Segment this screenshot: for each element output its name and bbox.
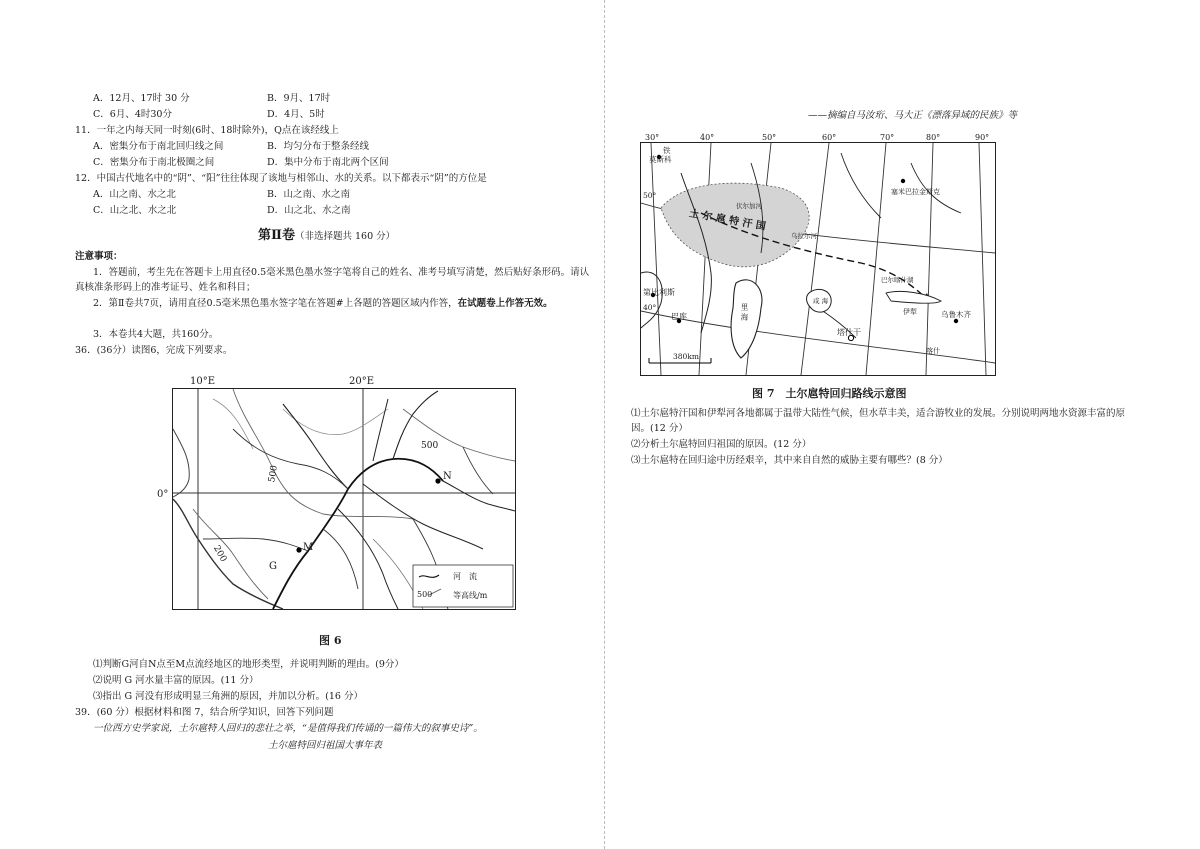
map7-drawing: [641, 143, 995, 375]
map7-lon-30: 30°: [645, 133, 660, 142]
map7-moscow: 莫斯科: [649, 155, 672, 164]
q39-sub-1: ⑴土尔扈特汗国和伊犁河各地都属于温带大陆性气候，但水草丰美，适合游牧业的发展。分别说明两地水资源丰富的原因。(12 分）: [631, 408, 1126, 434]
map6-river-g: G: [269, 561, 277, 572]
q39-sub-2: ⑵分析土尔扈特回归祖国的原因。(12 分）: [631, 439, 812, 450]
q12-stem: 12．中国古代地名中的“阴”、“阳”往往体现了该地与相邻山、水的关系。以下都表示“阴”的方位是: [75, 173, 487, 184]
part2-title-text: 第Ⅱ卷: [258, 228, 295, 243]
map6-legend-contour-value: 500: [417, 590, 433, 599]
q36-sub-3: ⑶指出 G 河没有形成明显三角洲的原因，并加以分析。(16 分）: [93, 691, 363, 702]
q39-quote: 一位西方史学家说，土尔扈特人回归的悲壮之举，“是值得我们传诵的一篇伟大的叙事史诗”。: [93, 723, 483, 734]
q12-option-a: A．山之南、水之北: [93, 189, 176, 200]
q36-stem: 36．(36分）读图6，完成下列要求。: [75, 345, 233, 356]
q11-option-c: C．密集分布于南北极圈之间: [93, 157, 215, 168]
map7-caspian: 里 海: [740, 303, 749, 321]
map7-tbilisi: 第比利斯: [643, 288, 675, 297]
q10-option-c: C．6月、4时30分: [93, 109, 172, 120]
map7-lon-80: 80°: [926, 133, 941, 142]
q36-sub-2: ⑵说明 G 河水量丰富的原因。(11 分）: [93, 675, 259, 686]
map7-lon-50: 50°: [762, 133, 777, 142]
map6-point-m: M: [303, 542, 314, 553]
notes-item-2: [75, 296, 590, 311]
map6-legend-contour: 等高线/m: [453, 591, 488, 600]
map7-scale: 380km: [673, 352, 699, 361]
q11-option-b: B．均匀分布于整条经线: [267, 141, 369, 152]
q12-option-d: D．山之北、水之南: [267, 205, 351, 216]
map7-semey: 塞米巴拉金斯克: [891, 188, 940, 196]
map7-volga: 伏尔加河: [736, 202, 762, 210]
map7-iron: 铁: [663, 146, 671, 155]
q11-option-a: A．密集分布于南北回归线之间: [93, 141, 224, 152]
map7-ili: 伊犁: [903, 308, 917, 316]
figure-6-caption: 图 6: [319, 634, 342, 647]
part2-subtitle: （非选择题共 160 分）: [294, 231, 396, 242]
map7-lat-50: 50°: [643, 191, 657, 200]
q39-sub-3: ⑶土尔扈特在回归途中历经艰辛，其中来自自然的威胁主要有哪些？(8 分）: [631, 455, 948, 466]
figure-6-map: [172, 388, 516, 610]
map7-baku: 巴库: [671, 312, 687, 321]
map6-point-n: N: [443, 471, 452, 482]
source-citation: ——摘编自马汝珩、马大正《漂落异域的民族》等: [808, 110, 1018, 121]
map7-lon-40: 40°: [700, 133, 715, 142]
q10-option-d: D．4月、5时: [267, 109, 325, 120]
map7-ural: 乌拉尔河: [791, 232, 817, 240]
notes-item-2-text: 2．第Ⅱ卷共7页，请用直径0.5毫米黑色墨水签字笔在答题#上各题的答题区域内作答，: [93, 298, 458, 309]
map7-urumqi: 乌鲁木齐: [941, 310, 971, 319]
map7-lon-90: 90°: [975, 133, 990, 142]
map7-lat-40: 40°: [643, 303, 657, 312]
notes-item-1: 1．答题前，考生先在答题卡上用直径0.5毫米黑色墨水签字笔将自己的姓名、准考号填写清楚，然后贴好条形码。请认真核准条形码上的准考证号、姓名和科目；: [75, 267, 590, 293]
map7-lon-70: 70°: [880, 133, 895, 142]
q11-stem: 11．一年之内每天同一时刻(6时、18时除外)，Q点在该经线上: [75, 125, 339, 136]
q11-option-d: D．集中分布于南北两个区间: [267, 157, 389, 168]
map7-aral: 咸 海: [813, 297, 829, 305]
map6-contour-200: 200: [210, 544, 229, 564]
q10-option-b: B．9月、17时: [267, 93, 331, 104]
q12-option-b: B．山之南、水之南: [267, 189, 350, 200]
figure-7-map: [640, 142, 996, 376]
part2-title: [258, 224, 395, 243]
map7-lon-60: 60°: [822, 133, 837, 142]
notes-heading: 注意事项：: [75, 251, 123, 262]
q10-option-a: A．12月、17时 30 分: [93, 93, 190, 104]
q12-option-c: C．山之北、水之北: [93, 205, 177, 216]
map7-khanate: 土 尔 扈 特 汗 国: [688, 208, 767, 233]
map6-legend-river: 河 流: [453, 572, 477, 581]
notes-item-2-bold: 在试题卷上作答无效。: [457, 298, 553, 309]
q39-stem: 39．(60 分）根据材料和图 7，结合所学知识，回答下列问题: [75, 707, 334, 718]
map6-lon-20: 20°E: [349, 376, 375, 387]
page-divider: [604, 0, 606, 849]
q36-sub-1: ⑴判断G河自N点至M点流经地区的地形类型，并说明判断的理由。(9分）: [93, 659, 404, 670]
map6-contour-500-west: 500: [267, 464, 281, 484]
map6-lon-10: 10°E: [190, 376, 216, 387]
notes-item-3: 3．本卷共4大题，共160分。: [93, 329, 219, 340]
map7-kashgar: 喀什: [926, 347, 940, 355]
figure-7-caption: 图 7 土尔扈特回归路线示意图: [752, 387, 907, 400]
map7-tashkent: 塔什干: [837, 328, 861, 337]
map6-contour-500-east: 500: [421, 441, 439, 451]
map6-lat-0: 0°: [157, 489, 169, 500]
q39-table-title: 土尔扈特回归祖国大事年表: [268, 740, 383, 751]
map7-balkhash: 巴尔喀什湖: [881, 276, 914, 284]
